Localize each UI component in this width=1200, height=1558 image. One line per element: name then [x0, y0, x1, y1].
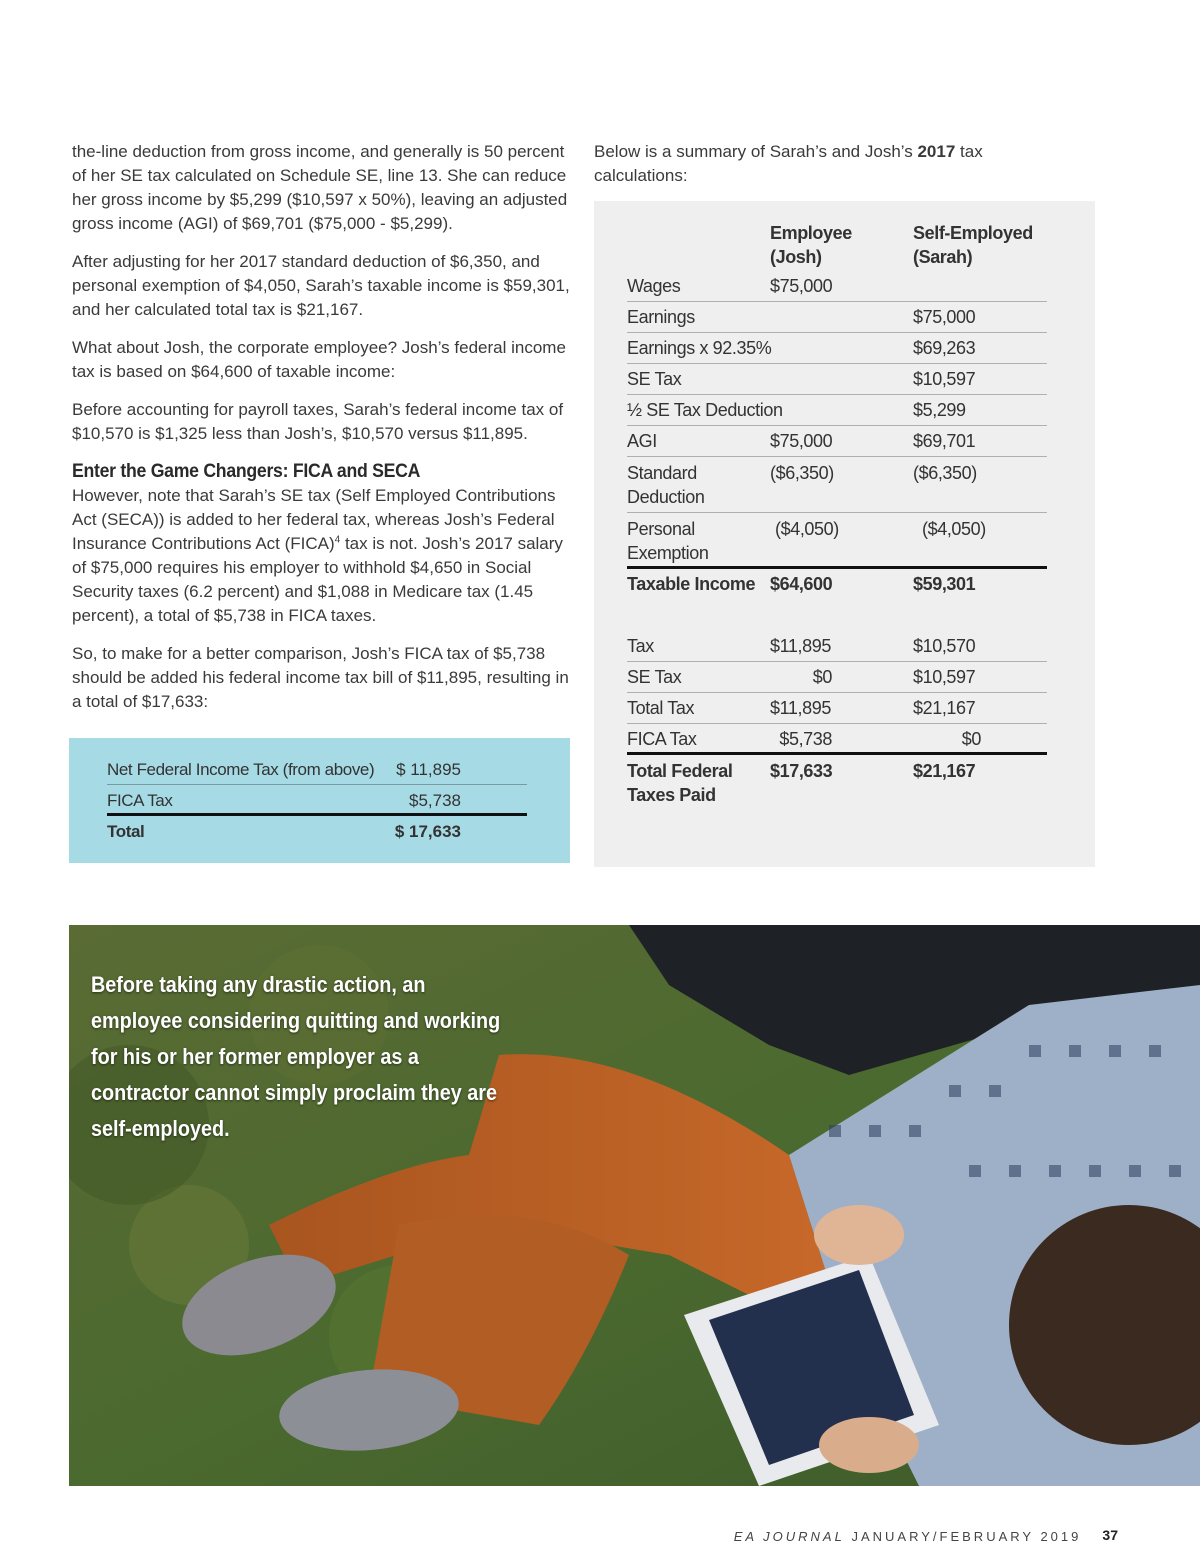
table-gap [627, 600, 1047, 631]
row-label: FICA Tax [627, 729, 697, 749]
row-label: FICA Tax [107, 791, 173, 810]
josh-value: $11,895 [770, 636, 831, 656]
paragraph-josh-income: What about Josh, the corporate employee? Josh’s federal income tax is based on $64,600 of taxable income: [72, 338, 566, 381]
sarah-value: $10,597 [913, 667, 976, 687]
row-label-line2: Taxes Paid [627, 785, 716, 805]
josh-value: $0 [812, 667, 832, 687]
summary-table-box [594, 201, 1095, 867]
sarah-value: $10,597 [913, 369, 976, 389]
row-label: Taxable Income [627, 574, 756, 594]
table-row-tax [627, 631, 1047, 662]
row-label-line1: Standard [627, 463, 697, 483]
row-label [627, 517, 708, 565]
table-row-earnings [627, 302, 1047, 333]
sarah-value: ($4,050) [922, 519, 986, 539]
row-label: Tax [627, 636, 654, 656]
sarah-value: $59,301 [913, 574, 976, 594]
josh-value: ($6,350) [770, 463, 834, 483]
left-column [72, 140, 572, 728]
pull-quote: Before taking any drastic action, an employee considering quitting and working for his or her former employer as a contractor cannot simply proclaim they are self-employed. [91, 972, 501, 1141]
summary-intro-text: Below is a summary of Sarah’s and Josh’s [594, 142, 918, 161]
paragraph-payroll-comparison: Before accounting for payroll taxes, Sarah’s federal income tax of $10,570 is $1,325 less than Josh’s, $10,570 versus $11,895. [72, 400, 564, 443]
sarah-value: $5,299 [913, 400, 966, 420]
josh-value: $64,600 [770, 574, 833, 594]
hero-photo [69, 925, 1200, 1486]
paragraph-fica-seca-part2: tax is not. Josh’s 2017 salary of $75,000 requires his employer to withhold $4,650 in Social Security taxes (6.2 percent) and $1,088 in Medicare tax (1.45 percent), a total of $5,738 in FICA taxes. [72, 534, 563, 625]
summary-intro [594, 140, 1034, 188]
josh-row-fica [107, 785, 527, 816]
summary-intro-year: 2017 [917, 142, 956, 161]
summary-intro-text-end: tax calculations: [594, 142, 983, 185]
table-row-agi [627, 426, 1047, 457]
row-label: SE Tax [627, 667, 682, 687]
josh-value: $75,000 [770, 431, 833, 451]
table-row-se-tax-2 [627, 662, 1047, 693]
table-header [627, 221, 1047, 271]
table-row-standard-deduction [627, 457, 1047, 513]
row-label-line2: Exemption [627, 543, 709, 563]
table-row-earnings-pct [627, 333, 1047, 364]
josh-row-total [107, 816, 527, 847]
row-label: Total Tax [627, 698, 695, 718]
footnote-marker: 4 [334, 534, 341, 546]
table-row-half-se-deduction [627, 395, 1047, 426]
josh-row-net-federal [107, 754, 527, 785]
row-label-line2: Deduction [627, 487, 705, 507]
row-value: $ 11,895 [396, 760, 461, 779]
table-row-total-federal [627, 755, 1047, 811]
page-number: 37 [1102, 1527, 1118, 1543]
row-label-line1: Total Federal [627, 761, 733, 781]
row-label [627, 461, 704, 509]
header-employee-line2: (Josh) [770, 247, 822, 267]
page-footer [734, 1529, 1116, 1544]
header-self-employed [913, 221, 1033, 269]
table-row-fica-tax [627, 724, 1047, 755]
row-label: ½ SE Tax Deduction [627, 400, 783, 420]
sarah-value: $0 [961, 729, 981, 749]
sarah-value: ($6,350) [913, 463, 977, 483]
header-self-employed-line1: Self-Employed [913, 223, 1033, 243]
josh-value: ($4,050) [775, 519, 839, 539]
josh-value: $17,633 [770, 761, 833, 781]
row-label [627, 759, 733, 807]
josh-value-wrap [770, 662, 832, 693]
row-value: $5,738 [409, 791, 461, 810]
paragraph-fica-seca [72, 484, 572, 628]
paragraph-comparison: So, to make for a better comparison, Josh’s FICA tax of $5,738 should be added his federal income tax bill of $11,895, resulting in a total of $17,633: [72, 644, 569, 711]
sarah-value-wrap [913, 724, 981, 755]
row-label: SE Tax [627, 369, 682, 389]
row-label-line1: Personal [627, 519, 695, 539]
sarah-value: $75,000 [913, 307, 976, 327]
section-heading: Enter the Game Changers: FICA and SECA [72, 461, 421, 482]
sarah-value: $69,263 [913, 338, 976, 358]
row-label: Earnings x 92.35% [627, 338, 772, 358]
table-row-wages [627, 271, 1047, 302]
row-label: Earnings [627, 307, 695, 327]
sarah-value: $21,167 [913, 698, 976, 718]
journal-name: EA JOURNAL [733, 1529, 845, 1544]
row-value: $ 17,633 [394, 822, 461, 841]
row-label: Wages [627, 276, 681, 296]
josh-value: $75,000 [770, 276, 833, 296]
row-label: Net Federal Income Tax (from above) [107, 760, 375, 779]
paragraph-sarah-taxable: After adjusting for her 2017 standard deduction of $6,350, and personal exemption of $4,050, Sarah’s taxable income is $59,301, and her calculated total tax is $21,167. [72, 252, 570, 319]
josh-value: $11,895 [770, 698, 831, 718]
header-employee [770, 221, 852, 269]
josh-total-box [69, 738, 570, 863]
issue-date: JANUARY/FEBRUARY 2019 [851, 1529, 1082, 1544]
header-employee-line1: Employee [770, 223, 852, 243]
sarah-value: $21,167 [913, 761, 976, 781]
josh-value-wrap [770, 724, 832, 755]
paragraph-se-deduction: the-line deduction from gross income, and generally is 50 percent of her SE tax calculated on Schedule SE, line 13. She can reduce her gross income by $5,299 ($10,597 x 50%), leaving an adjusted gross income (AGI) of $69,701 ($75,000 - $5,299). [72, 142, 568, 233]
summary-table [627, 221, 1047, 811]
josh-value: $5,738 [779, 729, 832, 749]
paragraph-fica-seca-part1: However, note that Sarah’s SE tax (Self Employed Contributions Act (SECA)) is added to her federal tax, whereas Josh’s Federal Insurance Contributions Act (FICA) [72, 486, 556, 553]
header-self-employed-line2: (Sarah) [913, 247, 973, 267]
row-label: Total [107, 822, 145, 841]
table-row-se-tax [627, 364, 1047, 395]
sarah-value: $10,570 [913, 636, 976, 656]
sarah-value: $69,701 [913, 431, 976, 451]
row-label: AGI [627, 431, 657, 451]
table-row-personal-exemption [627, 513, 1047, 569]
table-row-total-tax [627, 693, 1047, 724]
josh-total-table [107, 754, 527, 847]
table-row-taxable-income [627, 569, 1047, 600]
